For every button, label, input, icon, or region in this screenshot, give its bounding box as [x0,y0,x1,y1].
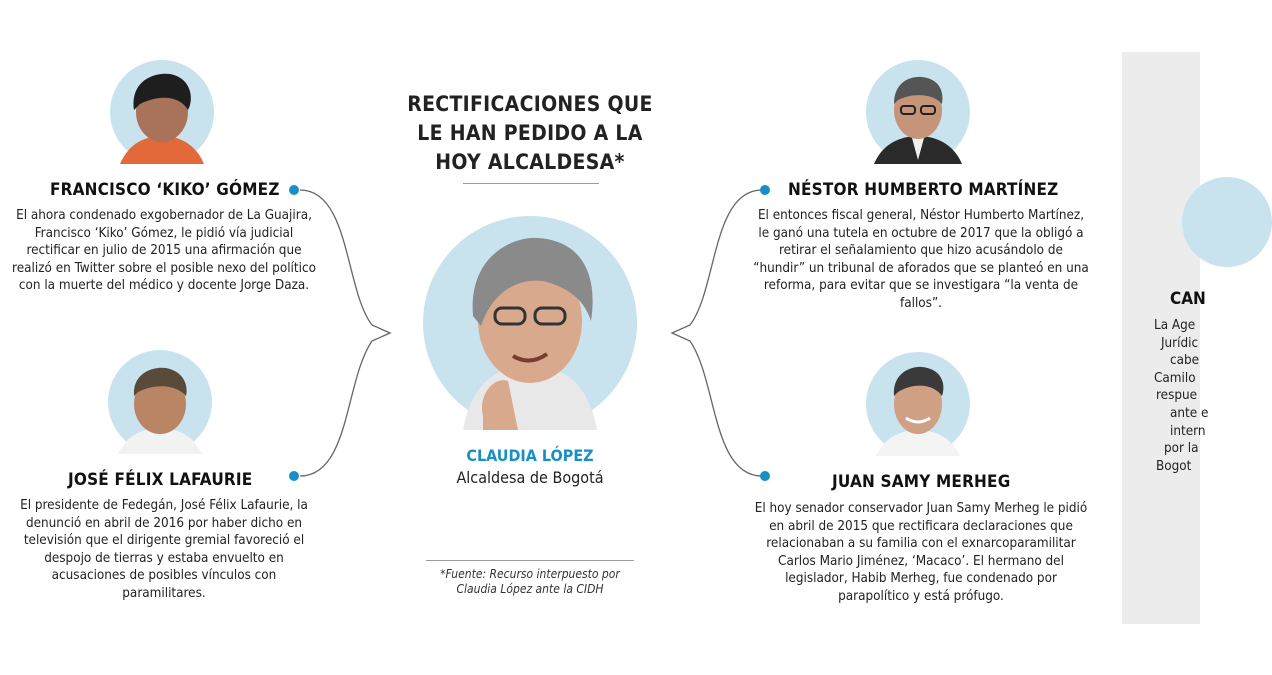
person-description-jose-felix-lafaurie: El presidente de Fedegán, José Félix Lafaurie, la denunció en abril de 2016 por haber dicho en televisión que el dirigente gremial favoreció el despojo de tierras y estaba envuelto en acusaciones de posibles vínculos con paramilitares. [20,498,308,601]
person-name-juan-samy-merheg: JUAN SAMY MERHEG [832,472,1011,492]
person-description-nestor-humberto-martinez: El entonces fiscal general, Néstor Humberto Martínez, le ganó una tutela en octubre de 2017 que la obligó a retirar el señalamiento que hizo acusándolo de “hundir” un tribunal de aforados que se planteó en una reforma, para evitar que se investigara “la venta de fallos”. [753,208,1089,311]
person-description-juan-samy-merheg: El hoy senador conservador Juan Samy Merheg le pidió en abril de 2015 que rectificara declaraciones que relacionaban a su familia con el exnarcoparamilitar Carlos Mario Jiménez, ‘Macaco’. El hermano del legislador, Habib Merheg, fue condenado por parapolítico y está prófugo. [754,501,1088,604]
connector-dot-nestor-humberto-martinez [760,185,770,195]
cut-off-line-7: intern [1170,423,1206,439]
cut-off-panel-name: CAN [1170,289,1206,309]
jose-felix-lafaurie-photo [108,350,212,454]
cut-off-panel-text [1154,317,1244,475]
infographic-title [400,90,660,177]
connector-dot-juan-samy-merheg [760,471,770,481]
person-name-nestor-humberto-martinez: NÉSTOR HUMBERTO MARTÍNEZ [788,180,1059,200]
center-person-name: CLAUDIA LÓPEZ [466,446,594,465]
cut-off-line-9: Bogot [1156,458,1192,474]
source-line-1: *Fuente: Recurso interpuesto por [440,567,620,581]
kiko-gomez-photo [110,60,214,164]
connector-dot-jose-felix-lafaurie [289,471,299,481]
connector-dot-kiko-gomez [289,185,299,195]
cut-off-line-6: ante e [1170,405,1209,421]
center-person-role: Alcaldesa de Bogotá [456,468,604,487]
person-description-kiko-gomez: El ahora condenado exgobernador de La Guajira, Francisco ‘Kiko’ Gómez, le pidió vía judicial rectificar en julio de 2015 una afirmación que realizó en Twitter sobre el posible nexo del político con la muerte del médico y docente Jorge Daza. [12,208,316,294]
title-line-1: RECTIFICACIONES QUE [407,92,653,116]
juan-samy-merheg-photo [866,352,970,456]
right-connector-brace [672,190,762,476]
cut-off-panel-photo [1182,177,1272,267]
source-line-2: Claudia López ante la CIDH [456,582,604,596]
title-line-3: HOY ALCALDESA* [435,150,625,174]
cut-off-line-3: cabe [1170,353,1200,369]
cut-off-line-2: Jurídic [1161,335,1199,351]
cut-off-side-panel [1122,52,1209,624]
nestor-humberto-martinez-photo [866,60,970,164]
title-underline [463,183,599,184]
title-line-2: LE HAN PEDIDO A LA [417,121,643,145]
source-note [400,567,660,597]
claudia-lopez-photo [423,216,637,430]
cut-off-line-1: La Age [1154,318,1196,333]
cut-off-line-5: respue [1156,388,1198,404]
cut-off-line-4: Camilo [1154,370,1196,386]
person-name-jose-felix-lafaurie: JOSÉ FÉLIX LAFAURIE [68,470,253,490]
person-name-kiko-gomez: FRANCISCO ‘KIKO’ GÓMEZ [50,180,280,200]
cut-off-line-8: por la [1164,441,1199,457]
source-rule [426,560,634,561]
